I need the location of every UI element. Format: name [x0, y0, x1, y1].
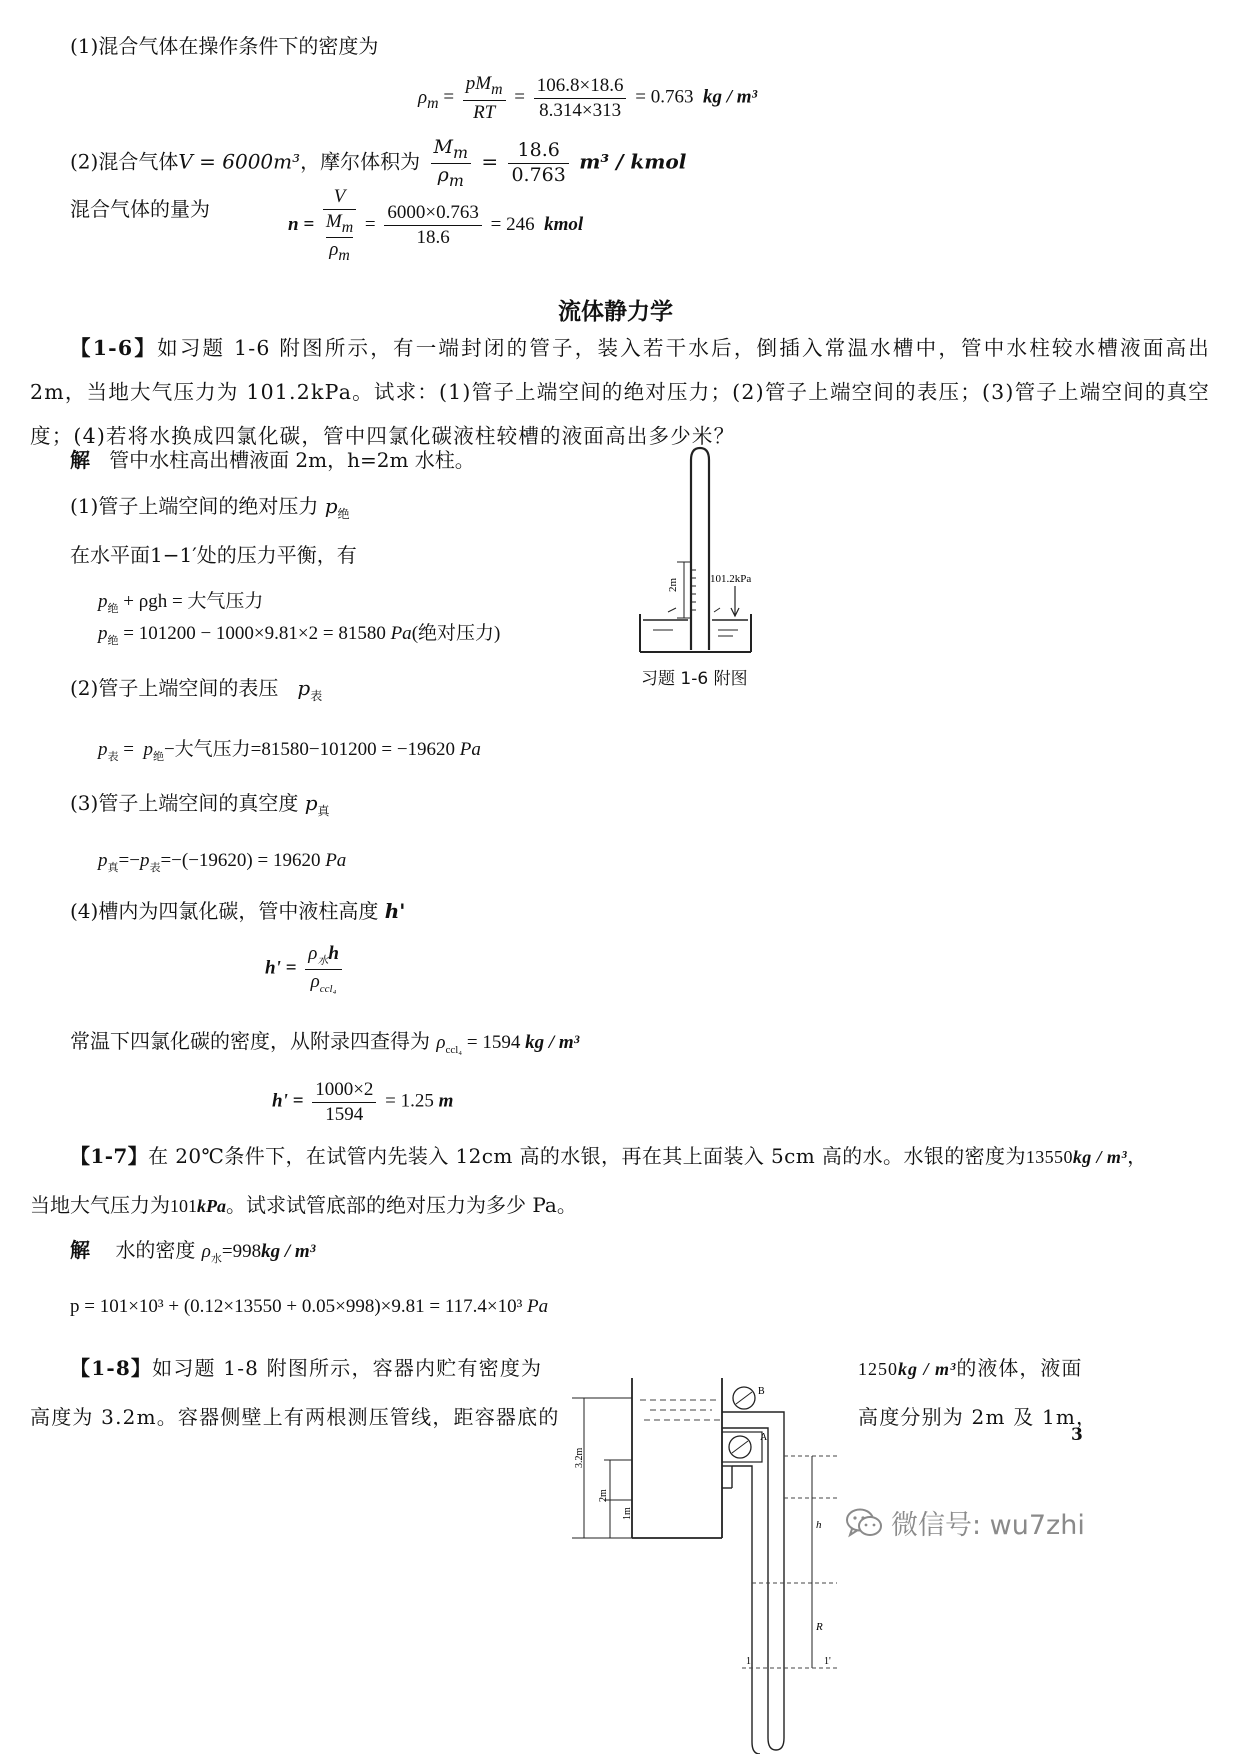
line-gas-amount: 混合气体的量为: [70, 197, 210, 221]
eq-height-ratio: h' = $\frac{\rho_水h}{\rho_{ccl_4}}$: [265, 942, 346, 996]
eq-absolute-pressure: $p_绝 = 101200 - 1000\times 9.81\times 2 = 81580$ Pa(绝对压力): [98, 623, 501, 647]
problem-1-7-line1: 【1-7】在 20℃条件下，在试管内先装入 12cm 高的水银，再在其上面装入 5cm 高的水。水银的密度为13550kg / m³，: [70, 1144, 1148, 1168]
figure-1-8-label-a: A: [760, 1432, 768, 1443]
eq-balance: $p_绝 + \rho gh$ = 大气压力: [98, 591, 264, 615]
problem-1-8-line1a: 【1-8】如习题 1-8 附图所示，容器内贮有密度为: [70, 1356, 543, 1380]
figure-1-6-label-pressure: 101.2kPa: [710, 573, 752, 585]
figure-1-8-label-r: R: [816, 1621, 823, 1633]
figure-1-8-label-1p: 1': [824, 1656, 831, 1667]
problem-1-7-line2: 当地大气压力为101kPa。试求试管底部的绝对压力为多少 Pa。: [30, 1193, 577, 1217]
figure-1-8-label-1m: 1m: [622, 1507, 633, 1520]
figure-1-6: [628, 440, 768, 655]
section-title: 流体静力学: [558, 299, 673, 325]
problem-1-6-text: 【1-6】如习题 1-6 附图所示，有一端封闭的管子，装入若干水后，倒插入常温水槽中，管中水柱较水槽液面高出 2m，当地大气压力为 101.2kPa。试求：(1)管子上端空间的绝对压力；(2)管子上端空间的表压；(3)管子上端空间的真空度；(4)若将水换成四氯化碳，管中四氯化碳液柱较槽的液面高出多少米？: [30, 336, 1210, 448]
figure-1-8-label-32m: 3.2m: [574, 1447, 585, 1468]
q1-heading: (1)管子上端空间的绝对压力 $p_绝$: [70, 494, 350, 521]
figure-1-8-label-2m: 2m: [598, 1489, 609, 1502]
eq-bottom-pressure: p = 101×10³ + (0.12×13550 + 0.05×998)×9.81 = 117.4×10³ Pa: [70, 1296, 549, 1317]
page-number: 3: [1071, 1425, 1083, 1445]
q4-heading: (4)槽内为四氯化碳，管中液柱高度 h': [70, 899, 406, 923]
line-density-intro: (1)混合气体在操作条件下的密度为: [70, 34, 379, 58]
watermark-text: 微信号: wu7zhi: [891, 1510, 1085, 1541]
line-molar-volume: (2)混合气体V = 6000m³，摩尔体积为 $\frac{M_m}{\rho_m}$ = $\frac{18.6}{0.763}$ m³ / kmol: [70, 136, 687, 190]
eq-density: $\rho_m$ = $\frac{pM_m}{RT}$ = $\frac{106.8\times 18.6}{8.314\times 313}$ = 0.763 kg / m³: [418, 73, 758, 123]
pressure-balance-text: 在水平面1−1′处的压力平衡，有: [70, 543, 357, 567]
ccl4-density-text: 常温下四氯化碳的密度，从附录四查得为 $\rho_{ccl_4} = 1594$ kg / m³: [70, 1029, 580, 1056]
figure-1-8-label-b: B: [758, 1386, 765, 1397]
solution-1-7-intro: 解 水的密度 $\rho_水=998kg / m^3$: [70, 1238, 316, 1265]
figure-1-8-label-1: 1: [746, 1656, 751, 1667]
problem-1-8-line2b: 高度分别为 2m 及 1m，: [858, 1405, 1098, 1429]
problem-1-8-line2a: 高度为 3.2m。容器侧壁上有两根测压管线，距容器底的: [30, 1405, 560, 1429]
eq-vacuum: $p_真=-p_表=-(-19620) = 19620$ Pa: [98, 850, 347, 874]
watermark: [845, 1503, 1085, 1542]
eq-height-result: h' = $\frac{1000\times 2}{1594}$ = 1.25 m: [272, 1079, 454, 1125]
figure-1-6-label-2m: 2m: [667, 577, 679, 592]
wechat-icon: [845, 1507, 883, 1539]
q3-heading: (3)管子上端空间的真空度 $p_真$: [70, 791, 330, 818]
figure-1-6-caption: 习题 1-6 附图: [641, 669, 748, 689]
solution-1-6-intro: 解 管中水柱高出槽液面 2m，h=2m 水柱。: [70, 448, 475, 472]
eq-gauge-pressure: $p_表 = p_绝-$大气压力=81580−101200 = −19620 Pa: [98, 739, 481, 763]
q2-heading: (2)管子上端空间的表压 $p_表$: [70, 676, 323, 703]
problem-1-8-line1b: 1250kg / m³的液体，液面: [858, 1356, 1083, 1380]
eq-gas-amount: n = V $M_m$ $\rho_m$ = $\frac{6000\times 0.763}{18.6}$ = 246 kmol: [288, 186, 584, 265]
figure-1-8: [562, 1368, 842, 1754]
figure-1-8-label-h: h: [816, 1519, 822, 1531]
